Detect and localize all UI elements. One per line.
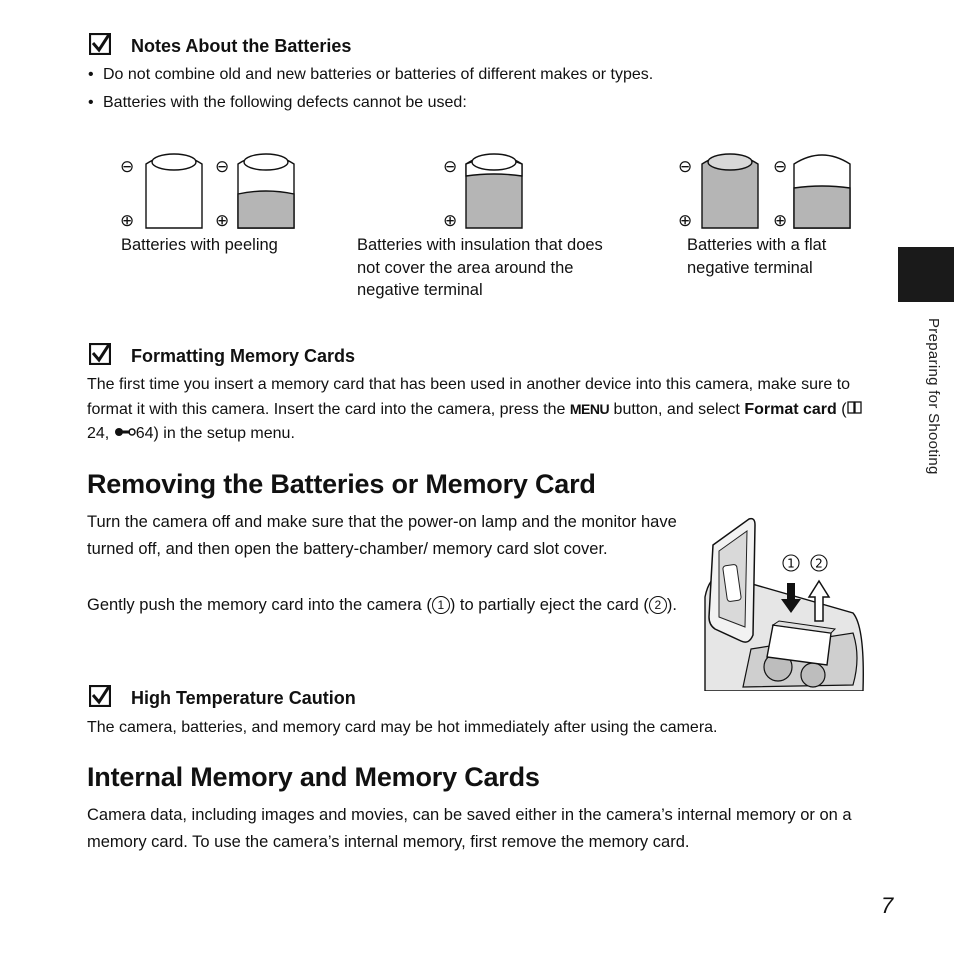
- removing-paragraph-1: Turn the camera off and make sure that the power-on lamp and the monitor have turned off, and then open the battery-chamber/ memory card slot cover.: [87, 513, 677, 558]
- notes-batteries-title: Notes About the Batteries: [131, 36, 352, 56]
- caption-flat: Batteries with a flat negative terminal: [687, 236, 827, 277]
- battery-flat-terminal-icon: [702, 154, 758, 228]
- battery-peeling-icon: [146, 154, 202, 228]
- internal-memory-heading: Internal Memory and Memory Cards: [87, 762, 540, 792]
- positive-terminal-icon: ⊕: [215, 211, 230, 231]
- caption-peeling: Batteries with peeling: [121, 236, 278, 254]
- step-label-1: 1: [787, 556, 795, 571]
- negative-terminal-icon: ⊖: [678, 157, 693, 177]
- format-card-item: Format card: [744, 401, 837, 418]
- step-label-2: 2: [815, 556, 823, 571]
- high-temp-title: High Temperature Caution: [131, 688, 356, 708]
- camera-card-eject-illustration: [703, 517, 865, 691]
- section-side-label: Preparing for Shooting: [925, 318, 942, 475]
- removing-paragraph-2: Gently push the memory card into the camera ( 1 ) to partially eject the card ( 2 ).: [87, 596, 677, 614]
- positive-terminal-icon: ⊕: [120, 211, 135, 231]
- caption-insulation: Batteries with insulation that does not cover the area around the negative terminal: [357, 236, 603, 299]
- section-tab-marker: [898, 247, 954, 302]
- step-number-2: 2: [649, 596, 667, 614]
- positive-terminal-icon: ⊕: [773, 211, 788, 231]
- step-number-1: 1: [432, 596, 450, 614]
- positive-terminal-icon: ⊕: [678, 211, 693, 231]
- negative-terminal-icon: ⊖: [443, 157, 458, 177]
- battery-insulation-icon: [466, 154, 522, 228]
- book-reference-icon: [847, 401, 863, 415]
- negative-terminal-icon: ⊖: [120, 157, 135, 177]
- positive-terminal-icon: ⊕: [443, 211, 458, 231]
- battery-flat-terminal-icon: [794, 155, 850, 228]
- defective-batteries-illustration: [118, 148, 878, 232]
- page-number: 7: [881, 893, 894, 918]
- internal-memory-text: Camera data, including images and movies, can be saved either in the camera’s internal memory or on a memory card. To use the camera’s internal memory, first remove the memory card.: [87, 806, 852, 851]
- check-mark-icon: [89, 33, 111, 55]
- formatting-title: Formatting Memory Cards: [131, 346, 356, 366]
- bullet-item: • Batteries with the following defects cannot be used:: [103, 94, 467, 112]
- check-mark-icon: [89, 343, 111, 365]
- negative-terminal-icon: ⊖: [773, 157, 788, 177]
- check-mark-icon: [89, 685, 111, 707]
- high-temp-text: The camera, batteries, and memory card may be hot immediately after using the camera.: [87, 719, 718, 736]
- reference-section-icon: [114, 425, 136, 439]
- battery-peeling-icon: [238, 154, 294, 228]
- menu-button-label: MENU: [569, 401, 610, 417]
- bullet-item: • Do not combine old and new batteries or batteries of different makes or types.: [103, 66, 653, 84]
- negative-terminal-icon: ⊖: [215, 157, 230, 177]
- formatting-text: The first time you insert a memory card that has been used in another device into this camera, make sure to format it with this camera. Insert the card into the camera, press the MENU button, and select Format card ( 24, 64) in the setup menu.: [87, 373, 877, 446]
- removing-heading: Removing the Batteries or Memory Card: [87, 469, 596, 499]
